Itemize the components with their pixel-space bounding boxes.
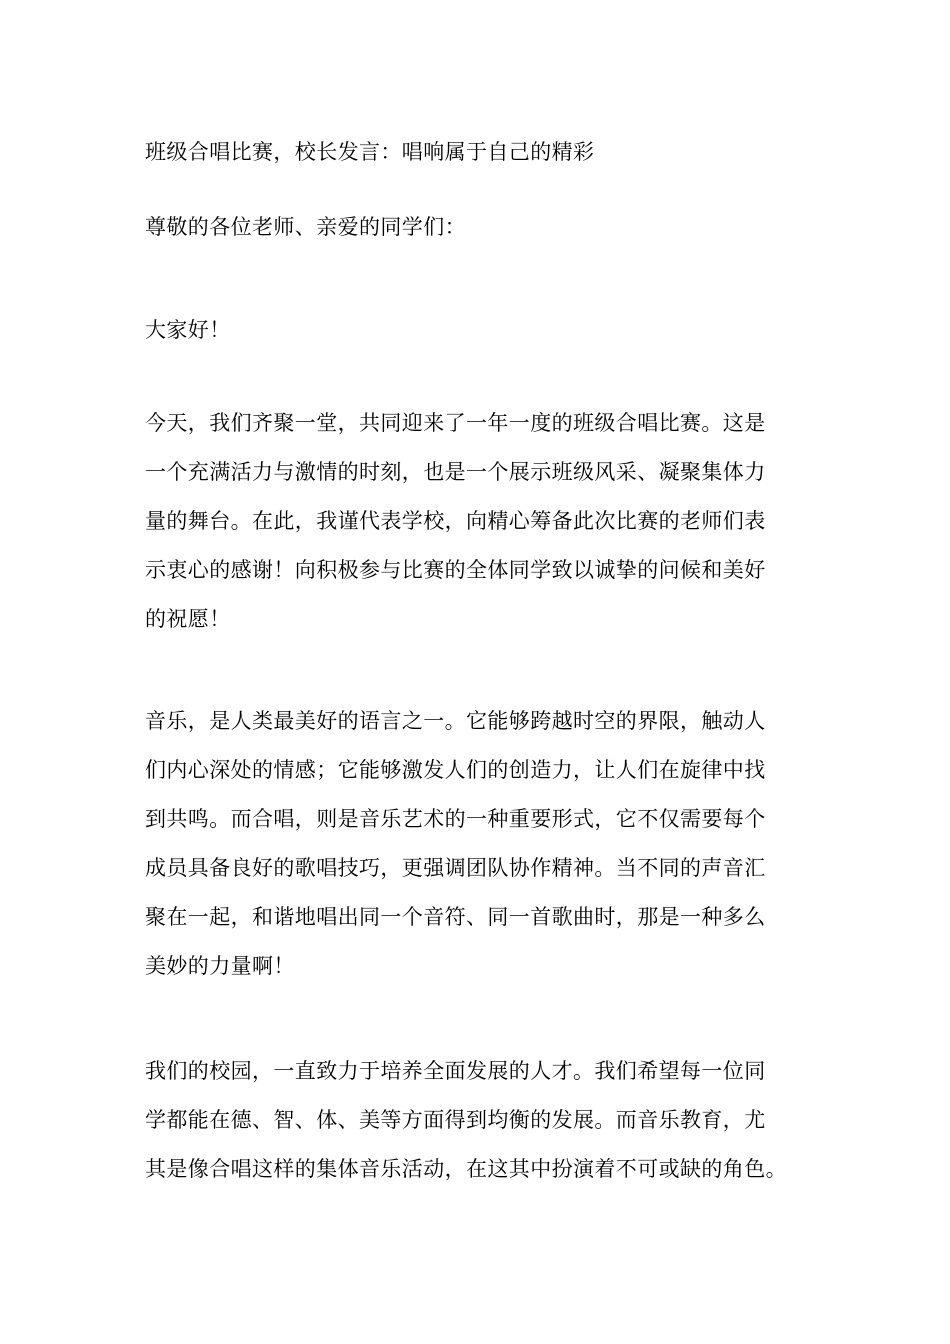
greeting (145, 306, 825, 355)
paragraph-line: 我们的校园，一直致力于培养全面发展的人才。我们希望每一位同 (145, 1059, 766, 1083)
paragraph-line: 聚在一起，和谐地唱出同一个音符、同一首歌曲时，那是一种多么 (145, 905, 766, 929)
salutation-text: 尊敬的各位老师、亲爱的同学们： (145, 215, 466, 239)
paragraph-line: 到共鸣。而合唱，则是音乐艺术的一种重要形式，它不仅需要每个 (145, 807, 766, 831)
paragraph-line: 其是像合唱这样的集体音乐活动，在这其中扮演着不可或缺的角色。 (145, 1157, 787, 1181)
paragraph-3 (145, 1047, 825, 1194)
document-title (145, 128, 825, 177)
title-text: 班级合唱比赛，校长发言：唱响属于自己的精彩 (145, 140, 595, 164)
paragraph-line: 学都能在德、智、体、美等方面得到均衡的发展。而音乐教育，尤 (145, 1108, 766, 1132)
salutation (145, 203, 825, 252)
paragraph-line: 量的舞台。在此，我谨代表学校，向精心筹备此次比赛的老师们表 (145, 509, 766, 533)
paragraph-line: 成员具备良好的歌唱技巧，更强调团队协作精神。当不同的声音汇 (145, 856, 766, 880)
paragraph-line: 美妙的力量啊！ (145, 954, 295, 978)
paragraph-line: 的祝愿！ (145, 607, 231, 631)
paragraph-line: 一个充满活力与激情的时刻，也是一个展示班级风采、凝聚集体力 (145, 460, 766, 484)
paragraph-line: 今天，我们齐聚一堂，共同迎来了一年一度的班级合唱比赛。这是 (145, 411, 766, 435)
paragraph-2 (145, 697, 825, 991)
paragraph-line: 们内心深处的情感；它能够激发人们的创造力，让人们在旋律中找 (145, 758, 766, 782)
paragraph-1 (145, 399, 825, 644)
greeting-text: 大家好！ (145, 318, 231, 342)
paragraph-line: 音乐，是人类最美好的语言之一。它能够跨越时空的界限，触动人 (145, 709, 766, 733)
paragraph-line: 示衷心的感谢！向积极参与比赛的全体同学致以诚挚的问候和美好 (145, 558, 766, 582)
